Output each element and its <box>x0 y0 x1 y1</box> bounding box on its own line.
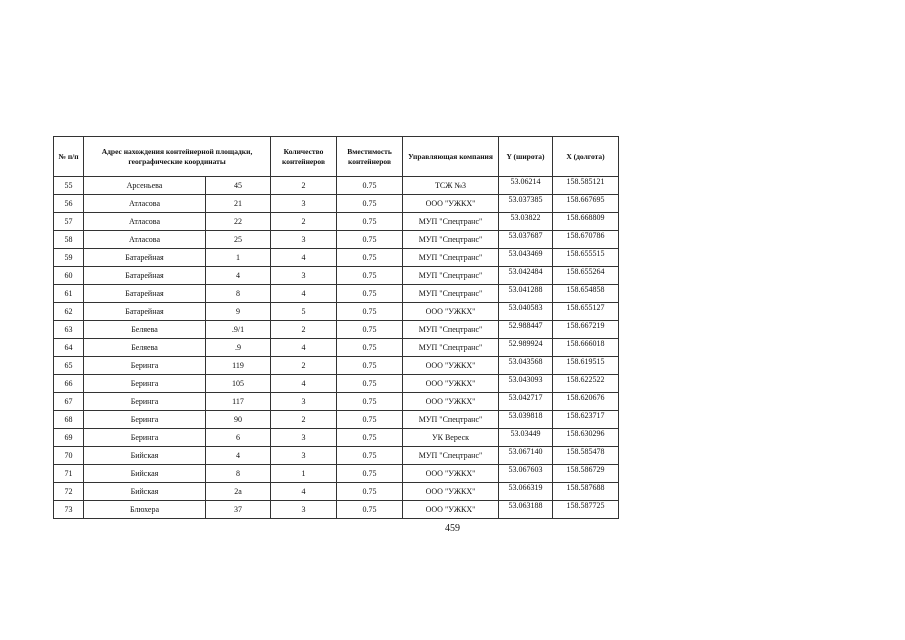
longitude-cell: 158.654858 <box>553 285 619 303</box>
street-cell: Беринга <box>84 375 206 393</box>
latitude-cell: 53.043469 <box>499 249 553 267</box>
table-row <box>54 321 619 339</box>
header-count: Количество контейнеров <box>271 137 337 177</box>
house-cell: 25 <box>206 231 271 249</box>
longitude-cell: 158.670786 <box>553 231 619 249</box>
company-cell: ООО "УЖКХ" <box>403 375 499 393</box>
count-cell: 2 <box>271 177 337 195</box>
longitude-cell: 158.667695 <box>553 195 619 213</box>
longitude-cell: 158.655127 <box>553 303 619 321</box>
table-row <box>54 249 619 267</box>
count-cell: 4 <box>271 483 337 501</box>
house-cell: 105 <box>206 375 271 393</box>
latitude-cell: 53.042484 <box>499 267 553 285</box>
street-cell: Беринга <box>84 429 206 447</box>
capacity-cell: 0.75 <box>337 231 403 249</box>
company-cell: МУП "Спецтранс" <box>403 249 499 267</box>
latitude-cell: 53.039818 <box>499 411 553 429</box>
table-row <box>54 177 619 195</box>
table-row <box>54 285 619 303</box>
table-row <box>54 465 619 483</box>
header-row <box>54 137 619 177</box>
latitude-cell: 52.989924 <box>499 339 553 357</box>
row-number-cell: 73 <box>54 501 84 519</box>
table-row <box>54 429 619 447</box>
street-cell: Атласова <box>84 231 206 249</box>
longitude-cell: 158.619515 <box>553 357 619 375</box>
latitude-cell: 53.037687 <box>499 231 553 249</box>
house-cell: .9 <box>206 339 271 357</box>
latitude-cell: 53.040583 <box>499 303 553 321</box>
street-cell: Блюхера <box>84 501 206 519</box>
street-cell: Бийская <box>84 447 206 465</box>
street-cell: Беляева <box>84 321 206 339</box>
street-cell: Арсеньева <box>84 177 206 195</box>
count-cell: 3 <box>271 501 337 519</box>
page-number: 459 <box>445 523 460 534</box>
capacity-cell: 0.75 <box>337 375 403 393</box>
count-cell: 3 <box>271 447 337 465</box>
house-cell: 4 <box>206 267 271 285</box>
row-number-cell: 67 <box>54 393 84 411</box>
table-body <box>54 177 619 519</box>
capacity-cell: 0.75 <box>337 339 403 357</box>
latitude-cell: 52.988447 <box>499 321 553 339</box>
capacity-cell: 0.75 <box>337 447 403 465</box>
table-row <box>54 267 619 285</box>
longitude-cell: 158.586729 <box>553 465 619 483</box>
longitude-cell: 158.655264 <box>553 267 619 285</box>
count-cell: 3 <box>271 195 337 213</box>
row-number-cell: 61 <box>54 285 84 303</box>
capacity-cell: 0.75 <box>337 411 403 429</box>
count-cell: 2 <box>271 321 337 339</box>
row-number-cell: 58 <box>54 231 84 249</box>
row-number-cell: 60 <box>54 267 84 285</box>
longitude-cell: 158.585121 <box>553 177 619 195</box>
latitude-cell: 53.063188 <box>499 501 553 519</box>
street-cell: Беляева <box>84 339 206 357</box>
company-cell: ООО "УЖКХ" <box>403 393 499 411</box>
table-row <box>54 213 619 231</box>
latitude-cell: 53.067140 <box>499 447 553 465</box>
row-number-cell: 69 <box>54 429 84 447</box>
street-cell: Батарейная <box>84 267 206 285</box>
header-y: Y (широта) <box>499 137 553 177</box>
longitude-cell: 158.667219 <box>553 321 619 339</box>
containers-table <box>53 136 619 519</box>
latitude-cell: 53.043093 <box>499 375 553 393</box>
table-row <box>54 195 619 213</box>
house-cell: 45 <box>206 177 271 195</box>
latitude-cell: 53.066319 <box>499 483 553 501</box>
header-num: № п/п <box>54 137 84 177</box>
street-cell: Батарейная <box>84 249 206 267</box>
table-row <box>54 231 619 249</box>
table-row <box>54 501 619 519</box>
table-row <box>54 339 619 357</box>
count-cell: 4 <box>271 249 337 267</box>
capacity-cell: 0.75 <box>337 213 403 231</box>
longitude-cell: 158.623717 <box>553 411 619 429</box>
capacity-cell: 0.75 <box>337 267 403 285</box>
table-row <box>54 447 619 465</box>
row-number-cell: 59 <box>54 249 84 267</box>
house-cell: 117 <box>206 393 271 411</box>
row-number-cell: 63 <box>54 321 84 339</box>
row-number-cell: 70 <box>54 447 84 465</box>
capacity-cell: 0.75 <box>337 393 403 411</box>
house-cell: 8 <box>206 465 271 483</box>
row-number-cell: 65 <box>54 357 84 375</box>
street-cell: Бийская <box>84 483 206 501</box>
header-capacity: Вместимость контейнеров <box>337 137 403 177</box>
house-cell: 37 <box>206 501 271 519</box>
longitude-cell: 158.587725 <box>553 501 619 519</box>
company-cell: УК Вереск <box>403 429 499 447</box>
count-cell: 3 <box>271 429 337 447</box>
longitude-cell: 158.655515 <box>553 249 619 267</box>
row-number-cell: 71 <box>54 465 84 483</box>
count-cell: 2 <box>271 357 337 375</box>
company-cell: ООО "УЖКХ" <box>403 501 499 519</box>
latitude-cell: 53.041288 <box>499 285 553 303</box>
latitude-cell: 53.043568 <box>499 357 553 375</box>
longitude-cell: 158.585478 <box>553 447 619 465</box>
street-cell: Бийская <box>84 465 206 483</box>
street-cell: Атласова <box>84 195 206 213</box>
latitude-cell: 53.037385 <box>499 195 553 213</box>
house-cell: 6 <box>206 429 271 447</box>
row-number-cell: 68 <box>54 411 84 429</box>
longitude-cell: 158.630296 <box>553 429 619 447</box>
latitude-cell: 53.03449 <box>499 429 553 447</box>
company-cell: МУП "Спецтранс" <box>403 285 499 303</box>
row-number-cell: 64 <box>54 339 84 357</box>
company-cell: ООО "УЖКХ" <box>403 483 499 501</box>
capacity-cell: 0.75 <box>337 177 403 195</box>
row-number-cell: 56 <box>54 195 84 213</box>
house-cell: 119 <box>206 357 271 375</box>
header-company: Управляющая компания <box>403 137 499 177</box>
company-cell: ООО "УЖКХ" <box>403 303 499 321</box>
count-cell: 4 <box>271 285 337 303</box>
company-cell: ООО "УЖКХ" <box>403 465 499 483</box>
company-cell: ООО "УЖКХ" <box>403 195 499 213</box>
house-cell: 22 <box>206 213 271 231</box>
capacity-cell: 0.75 <box>337 357 403 375</box>
count-cell: 3 <box>271 231 337 249</box>
row-number-cell: 66 <box>54 375 84 393</box>
longitude-cell: 158.622522 <box>553 375 619 393</box>
longitude-cell: 158.587688 <box>553 483 619 501</box>
table-row <box>54 411 619 429</box>
count-cell: 5 <box>271 303 337 321</box>
street-cell: Беринга <box>84 411 206 429</box>
capacity-cell: 0.75 <box>337 429 403 447</box>
house-cell: 8 <box>206 285 271 303</box>
table-row <box>54 357 619 375</box>
count-cell: 1 <box>271 465 337 483</box>
longitude-cell: 158.620676 <box>553 393 619 411</box>
company-cell: ООО "УЖКХ" <box>403 357 499 375</box>
row-number-cell: 72 <box>54 483 84 501</box>
table-row <box>54 483 619 501</box>
longitude-cell: 158.666018 <box>553 339 619 357</box>
street-cell: Батарейная <box>84 303 206 321</box>
street-cell: Беринга <box>84 393 206 411</box>
company-cell: МУП "Спецтранс" <box>403 213 499 231</box>
capacity-cell: 0.75 <box>337 465 403 483</box>
table-row <box>54 303 619 321</box>
row-number-cell: 57 <box>54 213 84 231</box>
capacity-cell: 0.75 <box>337 249 403 267</box>
capacity-cell: 0.75 <box>337 195 403 213</box>
capacity-cell: 0.75 <box>337 285 403 303</box>
company-cell: ТСЖ №3 <box>403 177 499 195</box>
count-cell: 4 <box>271 339 337 357</box>
house-cell: 9 <box>206 303 271 321</box>
house-cell: 2а <box>206 483 271 501</box>
latitude-cell: 53.06214 <box>499 177 553 195</box>
count-cell: 4 <box>271 375 337 393</box>
table-row <box>54 375 619 393</box>
row-number-cell: 62 <box>54 303 84 321</box>
house-cell: .9/1 <box>206 321 271 339</box>
company-cell: МУП "Спецтранс" <box>403 267 499 285</box>
house-cell: 1 <box>206 249 271 267</box>
count-cell: 3 <box>271 393 337 411</box>
latitude-cell: 53.042717 <box>499 393 553 411</box>
count-cell: 2 <box>271 411 337 429</box>
house-cell: 90 <box>206 411 271 429</box>
table-row <box>54 393 619 411</box>
header-x: X (долгота) <box>553 137 619 177</box>
capacity-cell: 0.75 <box>337 303 403 321</box>
company-cell: МУП "Спецтранс" <box>403 339 499 357</box>
company-cell: МУП "Спецтранс" <box>403 231 499 249</box>
longitude-cell: 158.668809 <box>553 213 619 231</box>
latitude-cell: 53.067603 <box>499 465 553 483</box>
street-cell: Беринга <box>84 357 206 375</box>
capacity-cell: 0.75 <box>337 321 403 339</box>
row-number-cell: 55 <box>54 177 84 195</box>
company-cell: МУП "Спецтранс" <box>403 447 499 465</box>
header-address: Адрес нахождения контейнерной площадки, географические координаты <box>84 137 271 177</box>
capacity-cell: 0.75 <box>337 483 403 501</box>
house-cell: 4 <box>206 447 271 465</box>
company-cell: МУП "Спецтранс" <box>403 321 499 339</box>
latitude-cell: 53.03822 <box>499 213 553 231</box>
count-cell: 2 <box>271 213 337 231</box>
street-cell: Батарейная <box>84 285 206 303</box>
house-cell: 21 <box>206 195 271 213</box>
company-cell: МУП "Спецтранс" <box>403 411 499 429</box>
capacity-cell: 0.75 <box>337 501 403 519</box>
street-cell: Атласова <box>84 213 206 231</box>
count-cell: 3 <box>271 267 337 285</box>
